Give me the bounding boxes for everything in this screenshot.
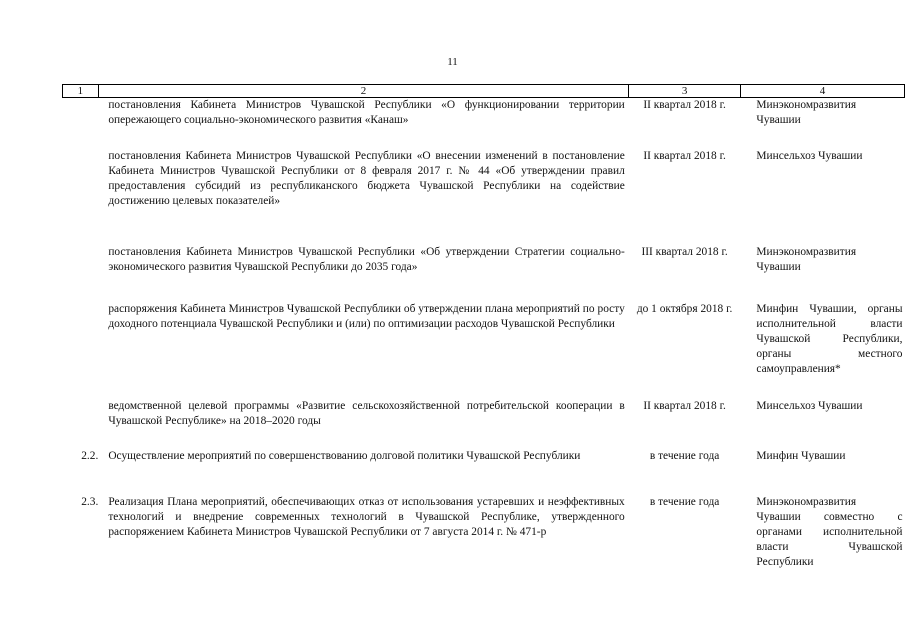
column-header-2: 2 (98, 85, 628, 98)
deadline: до 1 октября 2018 г. (636, 302, 733, 315)
measure-text: Осуществление мероприятий по совершенствованию долговой политики Чувашской Республики (108, 449, 581, 462)
table-header-row (63, 85, 905, 98)
table-row (63, 98, 905, 149)
row-number (63, 245, 99, 302)
executor: Минсельхоз Чувашии (756, 399, 863, 412)
executor: Минсельхоз Чувашии (756, 149, 863, 162)
deadline: в течение года (649, 495, 720, 508)
measure-text: Реализация Плана мероприятий, обеспечивающих отказ от использования устаревших и неэффективных технологий и внедрение современных технологий в Чувашской Республике, утвержденного распоряжением Кабинета Министров Чувашской Республики от 7 августа 2014 г. № 471-р (108, 495, 625, 538)
page-number: 11 (447, 56, 458, 68)
deadline: II квартал 2018 г. (643, 99, 726, 111)
deadline: II квартал 2018 г. (643, 149, 726, 162)
executor: Минфин Чувашии, органы исполнительной власти Чувашской Республики, органы местного самоуправления* (756, 302, 903, 375)
table-row (63, 449, 905, 495)
measure-text: постановления Кабинета Министров Чувашской Республики «Об утверждении Стратегии социально-экономического развития Чувашской Республики до 2035 года» (108, 245, 625, 273)
table-row (63, 302, 905, 399)
executor: Минэкономразвития Чувашии совместно с органами исполнительной власти Чувашской Республики (756, 495, 903, 568)
row-number (63, 302, 99, 399)
executor: Минфин Чувашии (756, 449, 846, 462)
measure-text: постановления Кабинета Министров Чувашской Республики «О функционировании территории опережающего социально-экономического развития «Канаш» (108, 99, 625, 126)
deadline: II квартал 2018 г. (643, 399, 726, 412)
deadline: в течение года (649, 449, 720, 462)
column-header-4: 4 (740, 85, 904, 98)
column-header-1: 1 (63, 85, 99, 98)
row-number: 2.3. (81, 495, 99, 508)
table-row (63, 495, 905, 573)
executor: Минэкономразвития Чувашии (756, 245, 857, 273)
row-number (63, 98, 99, 149)
column-header-3: 3 (629, 85, 741, 98)
deadline: III квартал 2018 г. (641, 245, 728, 258)
measure-text: распоряжения Кабинета Министров Чувашской Республики об утверждении плана мероприятий по росту доходного потенциала Чувашской Республики и (или) по оптимизации расходов Чувашской Республики (108, 302, 625, 330)
row-number (63, 149, 99, 245)
measure-text: постановления Кабинета Министров Чувашской Республики «О внесении изменений в постановление Кабинета Министров Чувашской Республики от 8 февраля 2017 г. № 44 «Об утверждении правил предоставления субсидий из республиканского бюджета Чувашской Республики на содействие достижению целевых показателей» (108, 149, 625, 207)
measure-text: ведомственной целевой программы «Развитие сельскохозяйственной потребительской кооперации в Чувашской Республике» на 2018–2020 годы (108, 399, 625, 427)
executor: Минэкономразвития Чувашии (756, 99, 857, 126)
row-number: 2.2. (81, 449, 99, 462)
measures-table (62, 84, 905, 573)
table-row (63, 149, 905, 245)
table-row (63, 399, 905, 449)
row-number (63, 399, 99, 449)
table-row (63, 245, 905, 302)
